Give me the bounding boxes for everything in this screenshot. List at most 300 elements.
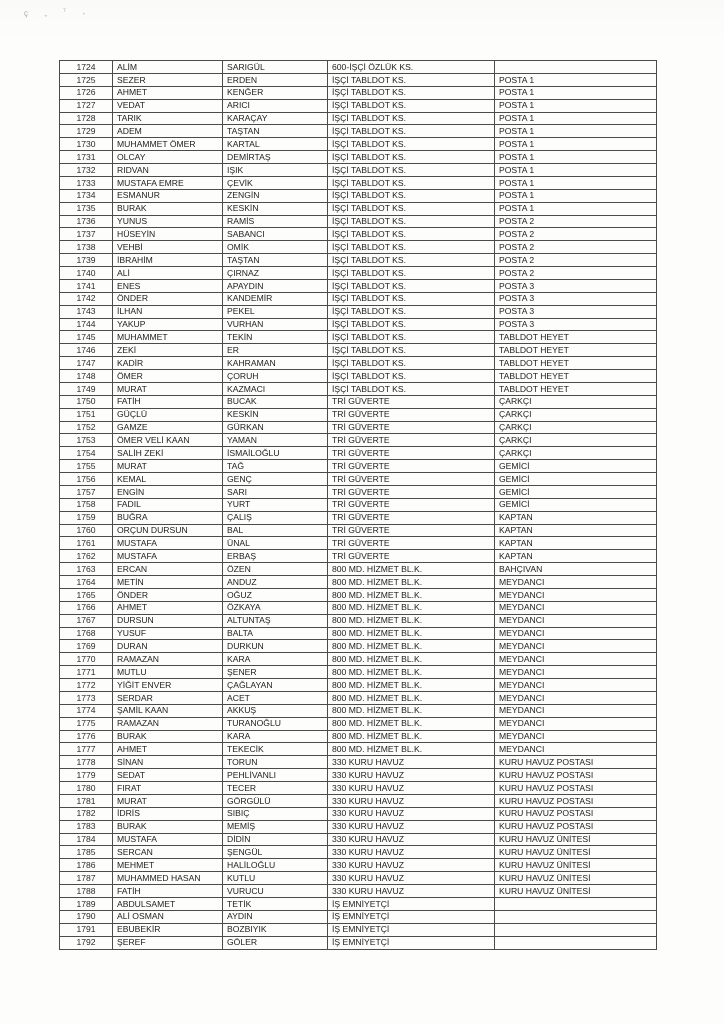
cell-last-name: KAHRAMAN [223,357,328,370]
cell-first-name: ŞEREF [113,936,223,950]
cell-duty: POSTA 3 [495,318,657,331]
cell-duty: POSTA 1 [495,86,657,99]
cell-last-name: IŞIK [223,164,328,177]
cell-duty: KURU HAVUZ POSTASI [495,820,657,833]
cell-unit: İŞÇİ TABLDOT KS. [328,357,495,370]
cell-row-number: 1726 [60,86,113,99]
cell-first-name: MUSTAFA [113,537,223,550]
cell-row-number: 1760 [60,524,113,537]
cell-row-number: 1782 [60,807,113,820]
cell-row-number: 1788 [60,885,113,898]
cell-row-number: 1767 [60,614,113,627]
cell-row-number: 1733 [60,176,113,189]
cell-duty: POSTA 3 [495,292,657,305]
cell-last-name: GENÇ [223,473,328,486]
cell-last-name: KESKİN [223,408,328,421]
cell-first-name: ENGİN [113,485,223,498]
table-row [60,820,657,833]
cell-last-name: KARTAL [223,138,328,151]
cell-unit: TRİ GÜVERTE [328,473,495,486]
table-row [60,138,657,151]
cell-row-number: 1790 [60,910,113,923]
cell-duty: ÇARKÇI [495,434,657,447]
cell-last-name: BUCAK [223,395,328,408]
cell-first-name: FATİH [113,395,223,408]
cell-unit: 330 KURU HAVUZ [328,872,495,885]
table-row [60,588,657,601]
cell-last-name: KENĞER [223,86,328,99]
cell-first-name: ERCAN [113,563,223,576]
table-row [60,653,657,666]
cell-unit: 800 MD. HİZMET BL.K. [328,614,495,627]
cell-duty: KURU HAVUZ ÜNİTESİ [495,872,657,885]
cell-first-name: ZEKİ [113,344,223,357]
table-row [60,125,657,138]
cell-last-name: ÖZEN [223,563,328,576]
cell-last-name: SABANCI [223,228,328,241]
cell-unit: İŞÇİ TABLDOT KS. [328,86,495,99]
cell-unit: İŞÇİ TABLDOT KS. [328,370,495,383]
cell-duty: MEYDANCI [495,691,657,704]
cell-duty [495,61,657,74]
cell-duty: KAPTAN [495,537,657,550]
cell-last-name: DURKUN [223,640,328,653]
cell-row-number: 1724 [60,61,113,74]
cell-unit: 800 MD. HİZMET BL.K. [328,743,495,756]
cell-row-number: 1761 [60,537,113,550]
cell-duty: MEYDANCI [495,743,657,756]
cell-row-number: 1746 [60,344,113,357]
cell-row-number: 1774 [60,704,113,717]
cell-last-name: ANDUZ [223,576,328,589]
cell-last-name: TAŞTAN [223,125,328,138]
cell-last-name: KANDEMİR [223,292,328,305]
cell-last-name: KARAÇAY [223,112,328,125]
cell-last-name: ŞENER [223,666,328,679]
table-row [60,99,657,112]
cell-duty: POSTA 1 [495,189,657,202]
cell-last-name: OĞUZ [223,588,328,601]
table-row [60,794,657,807]
cell-unit: İŞÇİ TABLDOT KS. [328,305,495,318]
cell-row-number: 1728 [60,112,113,125]
table-row [60,254,657,267]
table-row [60,164,657,177]
cell-duty: POSTA 1 [495,138,657,151]
cell-row-number: 1778 [60,756,113,769]
cell-row-number: 1732 [60,164,113,177]
table-row [60,640,657,653]
table-row [60,331,657,344]
cell-duty [495,936,657,950]
cell-duty: KURU HAVUZ POSTASI [495,769,657,782]
cell-last-name: KAZMACI [223,382,328,395]
cell-duty [495,910,657,923]
table-row [60,833,657,846]
cell-last-name: PEHLİVANLI [223,769,328,782]
cell-unit: İŞÇİ TABLDOT KS. [328,112,495,125]
cell-unit: TRİ GÜVERTE [328,550,495,563]
cell-unit: İŞÇİ TABLDOT KS. [328,73,495,86]
table-row [60,537,657,550]
cell-last-name: ÇALIŞ [223,511,328,524]
cell-unit: 800 MD. HİZMET BL.K. [328,576,495,589]
cell-duty: MEYDANCI [495,601,657,614]
cell-last-name: VURUCU [223,885,328,898]
table-row [60,576,657,589]
cell-first-name: SİNAN [113,756,223,769]
table-row [60,563,657,576]
cell-first-name: KEMAL [113,473,223,486]
cell-row-number: 1737 [60,228,113,241]
cell-duty: POSTA 1 [495,202,657,215]
cell-first-name: YUNUS [113,215,223,228]
cell-first-name: BURAK [113,730,223,743]
table-row [60,344,657,357]
cell-first-name: EBUBEKİR [113,923,223,936]
cell-duty: KAPTAN [495,511,657,524]
cell-unit: İŞÇİ TABLDOT KS. [328,189,495,202]
cell-first-name: VEDAT [113,99,223,112]
cell-unit: 330 KURU HAVUZ [328,885,495,898]
cell-duty: POSTA 1 [495,73,657,86]
cell-unit: İŞÇİ TABLDOT KS. [328,151,495,164]
cell-unit: 330 KURU HAVUZ [328,846,495,859]
table-row [60,717,657,730]
cell-last-name: OMİK [223,241,328,254]
cell-unit: İŞÇİ TABLDOT KS. [328,241,495,254]
table-row [60,730,657,743]
cell-row-number: 1748 [60,370,113,383]
table-row [60,279,657,292]
cell-duty: ÇARKÇI [495,421,657,434]
cell-first-name: DURSUN [113,614,223,627]
cell-first-name: SERDAR [113,691,223,704]
cell-duty: POSTA 1 [495,112,657,125]
cell-first-name: BURAK [113,202,223,215]
cell-row-number: 1749 [60,382,113,395]
cell-last-name: RAMİS [223,215,328,228]
cell-unit: 330 KURU HAVUZ [328,859,495,872]
cell-row-number: 1768 [60,627,113,640]
cell-duty: POSTA 1 [495,125,657,138]
cell-row-number: 1773 [60,691,113,704]
cell-unit: TRİ GÜVERTE [328,485,495,498]
cell-row-number: 1753 [60,434,113,447]
cell-unit: 800 MD. HİZMET BL.K. [328,730,495,743]
cell-last-name: ALTUNTAŞ [223,614,328,627]
cell-last-name: YURT [223,498,328,511]
cell-last-name: KUTLU [223,872,328,885]
table-row [60,447,657,460]
cell-last-name: TURANOĞLU [223,717,328,730]
cell-unit: İŞÇİ TABLDOT KS. [328,254,495,267]
cell-unit: İŞÇİ TABLDOT KS. [328,125,495,138]
cell-last-name: ERDEN [223,73,328,86]
table-row [60,511,657,524]
cell-first-name: HÜSEYİN [113,228,223,241]
cell-first-name: YUSUF [113,627,223,640]
table-row [60,61,657,74]
cell-last-name: ERBAŞ [223,550,328,563]
cell-first-name: ÖMER [113,370,223,383]
cell-row-number: 1785 [60,846,113,859]
table-row [60,434,657,447]
cell-row-number: 1752 [60,421,113,434]
cell-unit: 800 MD. HİZMET BL.K. [328,653,495,666]
cell-first-name: ORÇUN DURSUN [113,524,223,537]
cell-unit: TRİ GÜVERTE [328,421,495,434]
cell-row-number: 1792 [60,936,113,950]
table-row [60,923,657,936]
cell-unit: İŞ EMNİYETÇİ [328,910,495,923]
cell-unit: İŞÇİ TABLDOT KS. [328,279,495,292]
cell-unit: 330 KURU HAVUZ [328,807,495,820]
cell-duty: KURU HAVUZ POSTASI [495,782,657,795]
cell-first-name: VEHBİ [113,241,223,254]
cell-row-number: 1755 [60,460,113,473]
cell-duty: POSTA 2 [495,241,657,254]
cell-first-name: MUSTAFA [113,550,223,563]
cell-first-name: MUHAMMED HASAN [113,872,223,885]
cell-first-name: SALİH ZEKİ [113,447,223,460]
cell-duty: MEYDANCI [495,588,657,601]
cell-last-name: TETİK [223,897,328,910]
cell-last-name: TEKECİK [223,743,328,756]
cell-unit: İŞÇİ TABLDOT KS. [328,138,495,151]
cell-row-number: 1777 [60,743,113,756]
table-row [60,202,657,215]
cell-duty: KURU HAVUZ ÜNİTESİ [495,885,657,898]
cell-last-name: TORUN [223,756,328,769]
table-row [60,859,657,872]
table-row [60,73,657,86]
cell-unit: TRİ GÜVERTE [328,408,495,421]
cell-unit: TRİ GÜVERTE [328,395,495,408]
cell-last-name: BALTA [223,627,328,640]
cell-unit: 800 MD. HİZMET BL.K. [328,563,495,576]
table-row [60,782,657,795]
cell-row-number: 1791 [60,923,113,936]
cell-unit: 800 MD. HİZMET BL.K. [328,640,495,653]
cell-unit: 800 MD. HİZMET BL.K. [328,588,495,601]
table-row [60,305,657,318]
cell-unit: 800 MD. HİZMET BL.K. [328,691,495,704]
cell-last-name: GÖRGÜLÜ [223,794,328,807]
cell-row-number: 1731 [60,151,113,164]
table-row [60,357,657,370]
table-row [60,86,657,99]
cell-unit: TRİ GÜVERTE [328,498,495,511]
cell-unit: TRİ GÜVERTE [328,460,495,473]
cell-last-name: VURHAN [223,318,328,331]
cell-unit: 800 MD. HİZMET BL.K. [328,717,495,730]
cell-duty [495,923,657,936]
cell-last-name: YAMAN [223,434,328,447]
cell-unit: 330 KURU HAVUZ [328,756,495,769]
cell-row-number: 1758 [60,498,113,511]
cell-row-number: 1756 [60,473,113,486]
cell-duty: POSTA 2 [495,228,657,241]
cell-duty: MEYDANCI [495,653,657,666]
cell-duty: POSTA 3 [495,279,657,292]
cell-row-number: 1745 [60,331,113,344]
cell-row-number: 1727 [60,99,113,112]
cell-duty: POSTA 2 [495,215,657,228]
cell-last-name: ÜNAL [223,537,328,550]
cell-last-name: ÖZKAYA [223,601,328,614]
cell-duty: TABLDOT HEYET [495,370,657,383]
cell-row-number: 1735 [60,202,113,215]
cell-last-name: HALİLOĞLU [223,859,328,872]
cell-first-name: MUHAMMET ÖMER [113,138,223,151]
cell-row-number: 1763 [60,563,113,576]
table-row [60,885,657,898]
cell-first-name: SERCAN [113,846,223,859]
cell-row-number: 1766 [60,601,113,614]
cell-duty: MEYDANCI [495,679,657,692]
table-row [60,473,657,486]
cell-row-number: 1743 [60,305,113,318]
cell-duty: POSTA 1 [495,176,657,189]
cell-last-name: GÜRKAN [223,421,328,434]
cell-last-name: ÇAĞLAYAN [223,679,328,692]
cell-unit: İŞÇİ TABLDOT KS. [328,344,495,357]
table-row [60,872,657,885]
cell-last-name: ACET [223,691,328,704]
cell-duty: KURU HAVUZ ÜNİTESİ [495,846,657,859]
cell-row-number: 1787 [60,872,113,885]
table-row [60,370,657,383]
cell-first-name: AHMET [113,601,223,614]
cell-row-number: 1765 [60,588,113,601]
cell-first-name: ALİM [113,61,223,74]
cell-last-name: SARI [223,485,328,498]
table-row [60,614,657,627]
table-row [60,151,657,164]
table-row [60,769,657,782]
cell-unit: TRİ GÜVERTE [328,524,495,537]
cell-row-number: 1776 [60,730,113,743]
table-row [60,910,657,923]
cell-first-name: FIRAT [113,782,223,795]
cell-row-number: 1734 [60,189,113,202]
table-row [60,241,657,254]
cell-duty: KURU HAVUZ ÜNİTESİ [495,833,657,846]
cell-unit: İŞÇİ TABLDOT KS. [328,176,495,189]
table-row [60,292,657,305]
cell-first-name: GAMZE [113,421,223,434]
cell-first-name: RIDVAN [113,164,223,177]
cell-first-name: MUTLU [113,666,223,679]
cell-last-name: MEMİŞ [223,820,328,833]
cell-unit: TRİ GÜVERTE [328,537,495,550]
cell-row-number: 1759 [60,511,113,524]
cell-unit: 600-İŞÇİ ÖZLÜK KS. [328,61,495,74]
cell-row-number: 1741 [60,279,113,292]
cell-row-number: 1739 [60,254,113,267]
cell-first-name: YAKUP [113,318,223,331]
cell-row-number: 1781 [60,794,113,807]
cell-duty: MEYDANCI [495,666,657,679]
cell-first-name: KADİR [113,357,223,370]
cell-row-number: 1780 [60,782,113,795]
cell-unit: 800 MD. HİZMET BL.K. [328,704,495,717]
table-row [60,846,657,859]
cell-first-name: ALİ [113,267,223,280]
cell-unit: 330 KURU HAVUZ [328,782,495,795]
cell-unit: 800 MD. HİZMET BL.K. [328,666,495,679]
cell-row-number: 1747 [60,357,113,370]
cell-first-name: ALİ OSMAN [113,910,223,923]
cell-last-name: ARICI [223,99,328,112]
cell-row-number: 1779 [60,769,113,782]
table-row [60,382,657,395]
cell-first-name: ÖNDER [113,588,223,601]
table-row [60,112,657,125]
cell-duty: POSTA 1 [495,99,657,112]
cell-last-name: APAYDIN [223,279,328,292]
cell-first-name: MEHMET [113,859,223,872]
cell-last-name: TAŞTAN [223,254,328,267]
cell-last-name: ÇEVİK [223,176,328,189]
cell-first-name: MURAT [113,794,223,807]
cell-last-name: BAL [223,524,328,537]
cell-duty: KURU HAVUZ POSTASI [495,807,657,820]
cell-first-name: YİĞİT ENVER [113,679,223,692]
cell-duty: POSTA 1 [495,164,657,177]
table-row [60,498,657,511]
cell-duty: MEYDANCI [495,717,657,730]
cell-row-number: 1744 [60,318,113,331]
cell-last-name: SIBIÇ [223,807,328,820]
cell-duty: ÇARKÇI [495,447,657,460]
cell-unit: İŞÇİ TABLDOT KS. [328,215,495,228]
cell-unit: 800 MD. HİZMET BL.K. [328,679,495,692]
cell-unit: 330 KURU HAVUZ [328,833,495,846]
table-row [60,936,657,950]
cell-last-name: ÇORUH [223,370,328,383]
cell-duty: KAPTAN [495,524,657,537]
cell-duty: MEYDANCI [495,614,657,627]
cell-first-name: İBRAHİM [113,254,223,267]
table-row [60,189,657,202]
cell-last-name: TAĞ [223,460,328,473]
cell-first-name: MUSTAFA [113,833,223,846]
table-row [60,460,657,473]
cell-unit: 800 MD. HİZMET BL.K. [328,627,495,640]
cell-row-number: 1764 [60,576,113,589]
cell-row-number: 1769 [60,640,113,653]
cell-last-name: BOZBIYIK [223,923,328,936]
cell-row-number: 1757 [60,485,113,498]
cell-first-name: DURAN [113,640,223,653]
table-row [60,421,657,434]
cell-duty: POSTA 3 [495,305,657,318]
cell-unit: İŞÇİ TABLDOT KS. [328,292,495,305]
table-row [60,897,657,910]
cell-row-number: 1725 [60,73,113,86]
table-row [60,679,657,692]
cell-unit: İŞ EMNİYETÇİ [328,936,495,950]
cell-duty: ÇARKÇI [495,395,657,408]
cell-unit: İŞÇİ TABLDOT KS. [328,331,495,344]
cell-first-name: OLCAY [113,151,223,164]
cell-first-name: İDRİS [113,807,223,820]
cell-duty: KAPTAN [495,550,657,563]
cell-unit: İŞÇİ TABLDOT KS. [328,99,495,112]
cell-first-name: MUSTAFA EMRE [113,176,223,189]
